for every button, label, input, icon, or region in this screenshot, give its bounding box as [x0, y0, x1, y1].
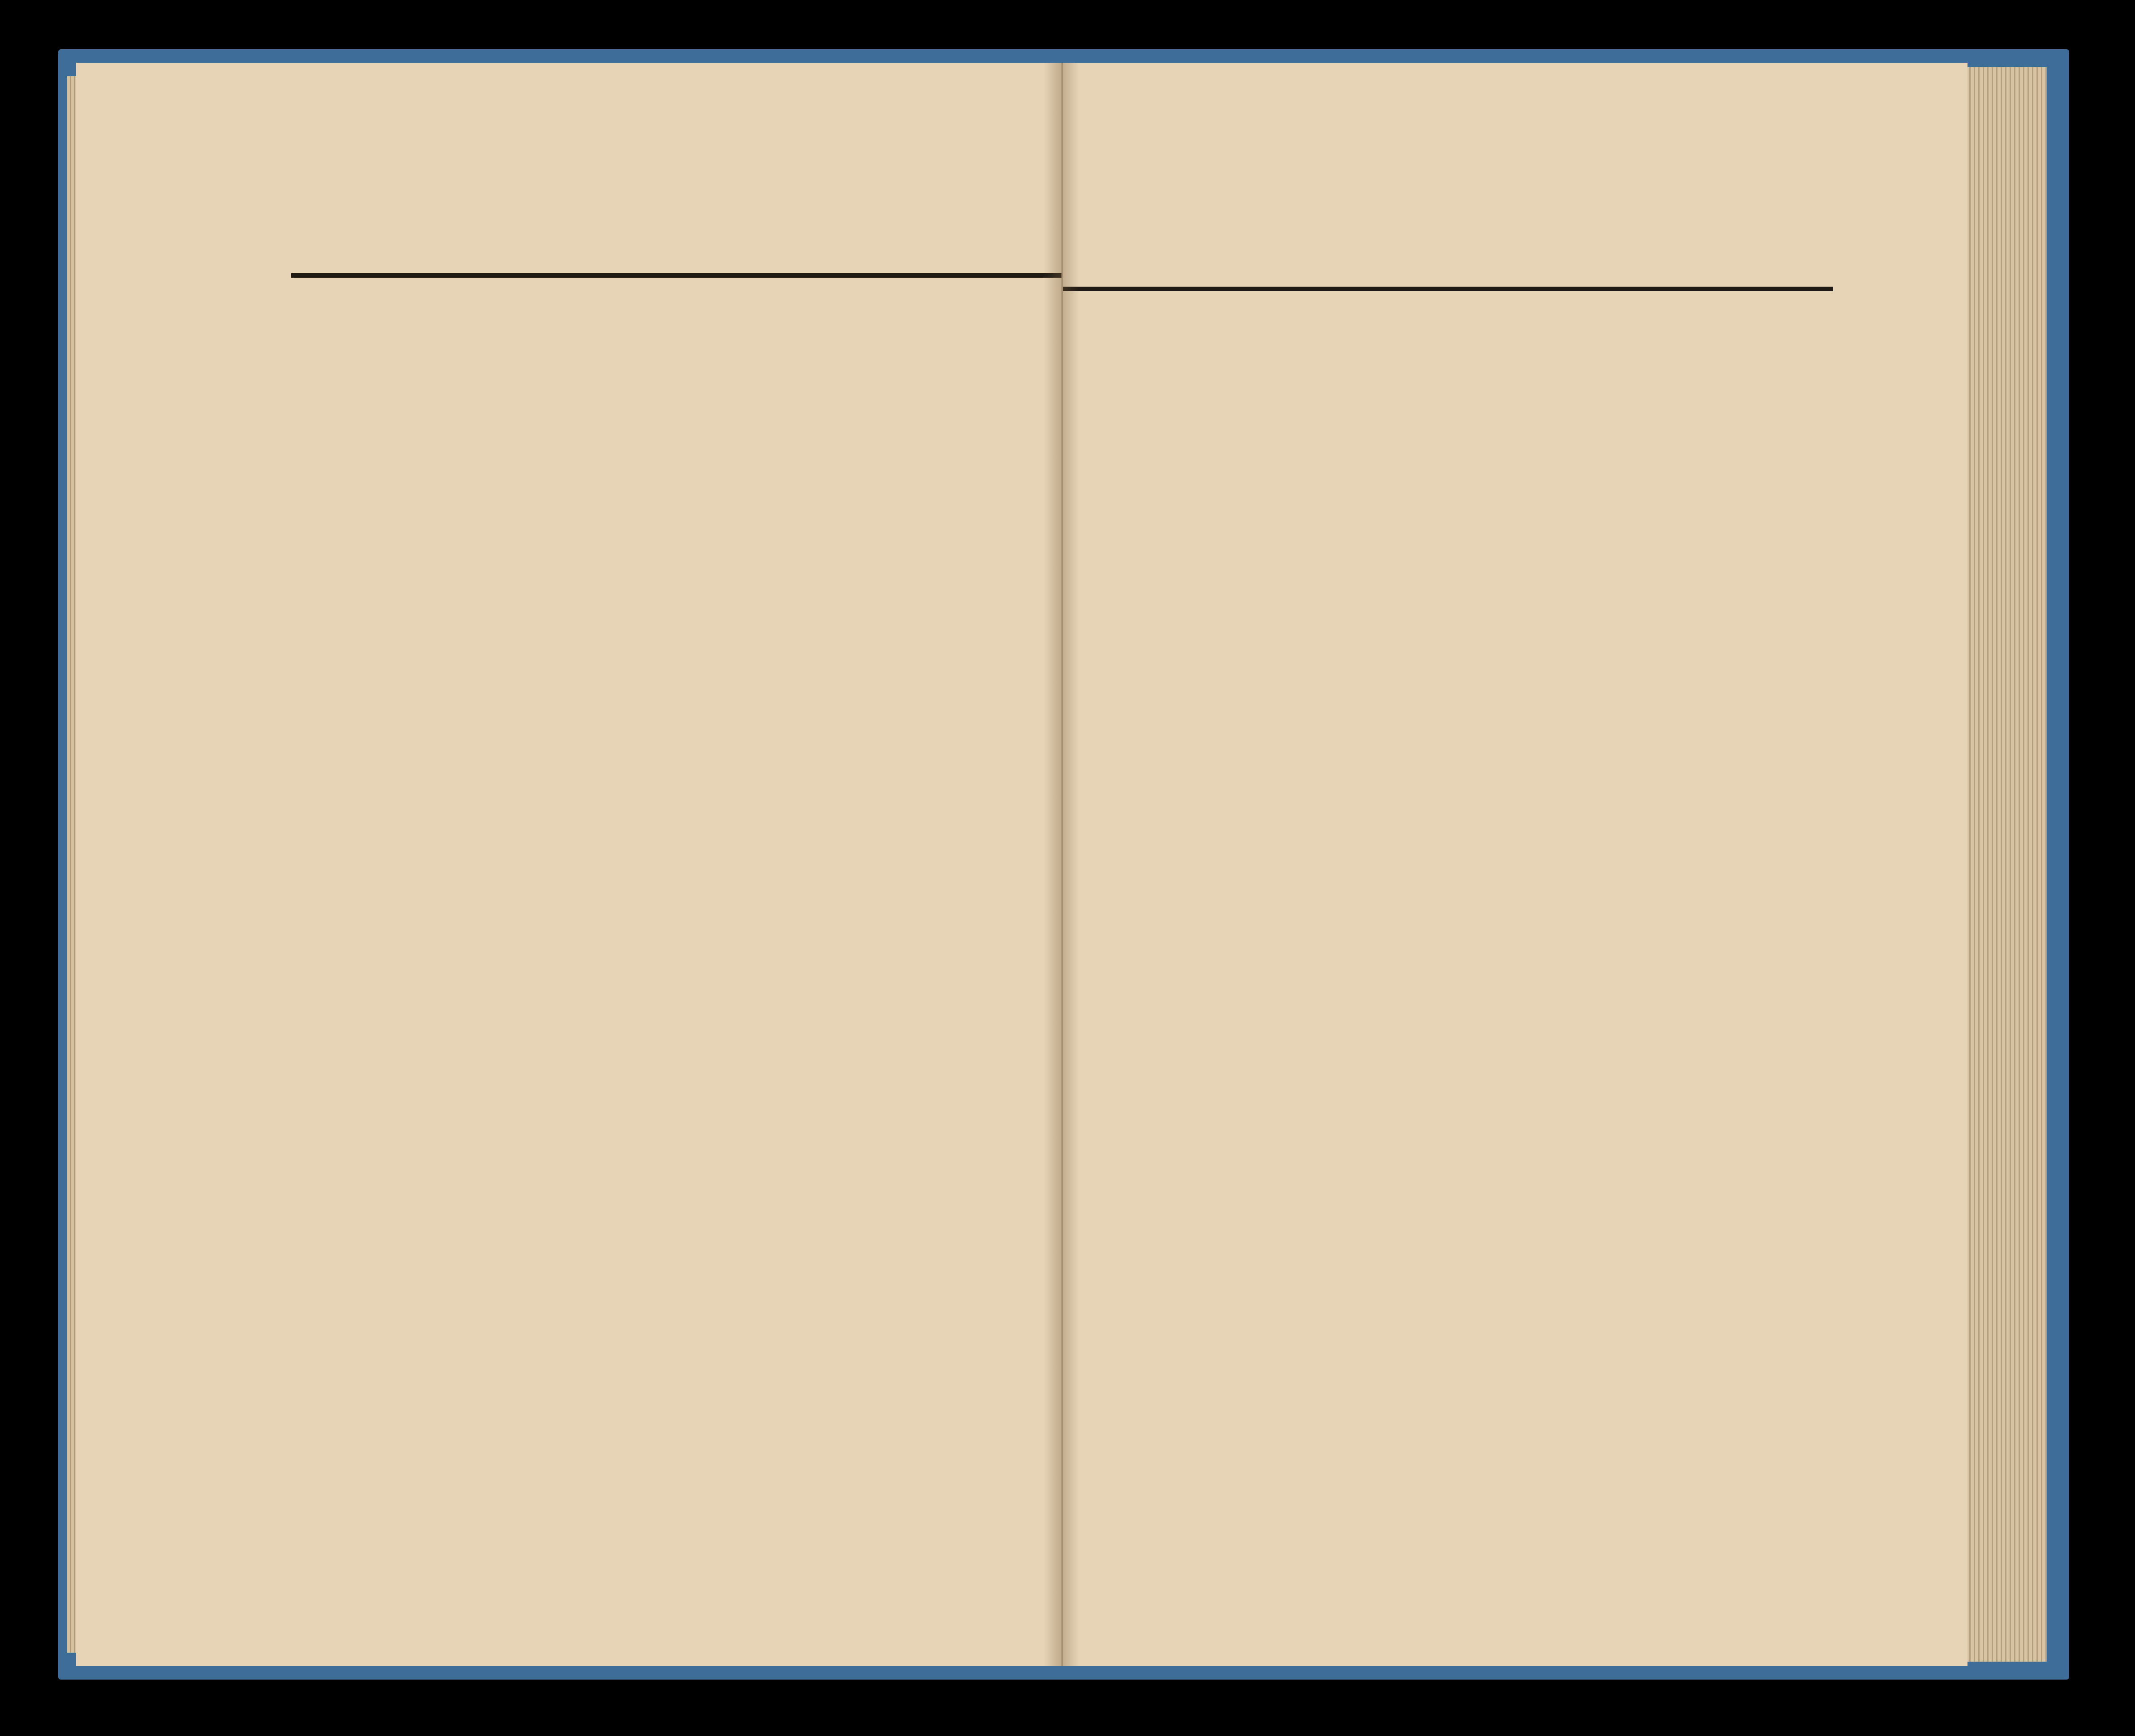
top-rule-right	[1063, 287, 1833, 291]
left-page	[76, 63, 1063, 1666]
book-gutter	[1044, 63, 1079, 1666]
page-edges-right	[1966, 67, 2047, 1662]
top-rule-left	[291, 273, 1066, 278]
right-page	[1061, 63, 1967, 1666]
